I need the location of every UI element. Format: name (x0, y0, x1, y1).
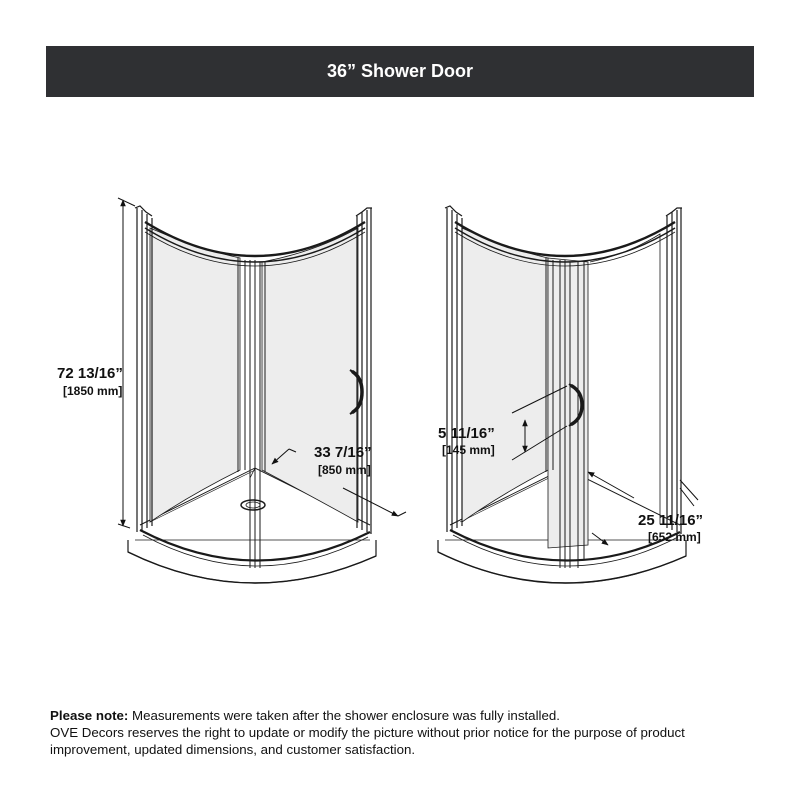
disclaimer-note (50, 707, 750, 758)
note-label: Please note: (50, 708, 129, 723)
closed-enclosure-view (128, 206, 376, 583)
center-stile-left (238, 258, 265, 568)
opening-dimension-label: 25 11/16” (638, 512, 704, 529)
glass-panel-left-door (262, 228, 358, 522)
note-line-1 (50, 707, 750, 724)
wall-post-left-open (445, 206, 462, 532)
door-width-metric: [850 mm] (318, 463, 371, 477)
height-dimension-label: 72 13/16” (57, 365, 123, 382)
note-line-2: OVE Decors reserves the right to update or modify the picture without prior notice for the purpose of product improvement, updated dimensions, and customer satisfaction. (50, 725, 685, 757)
glass-panel-right-fixed (462, 228, 548, 522)
height-dimension-line (118, 198, 135, 528)
note-text-1: Measurements were taken after the shower enclosure was fully installed. (128, 708, 560, 723)
door-width-label: 33 7/16” (314, 444, 372, 461)
wall-post-left (135, 206, 152, 532)
wall-post-right-open (666, 208, 682, 534)
glass-panel-left-fixed (150, 228, 240, 522)
drain-icon (241, 500, 265, 510)
height-dimension-metric: [1850 mm] (63, 384, 123, 398)
opening-dimension-metric: [652 mm] (648, 530, 701, 544)
handle-dimension-label: 5 11/16” (438, 425, 495, 442)
handle-dimension-metric: [145 mm] (442, 443, 495, 457)
page-title: 36” Shower Door (326, 61, 474, 81)
